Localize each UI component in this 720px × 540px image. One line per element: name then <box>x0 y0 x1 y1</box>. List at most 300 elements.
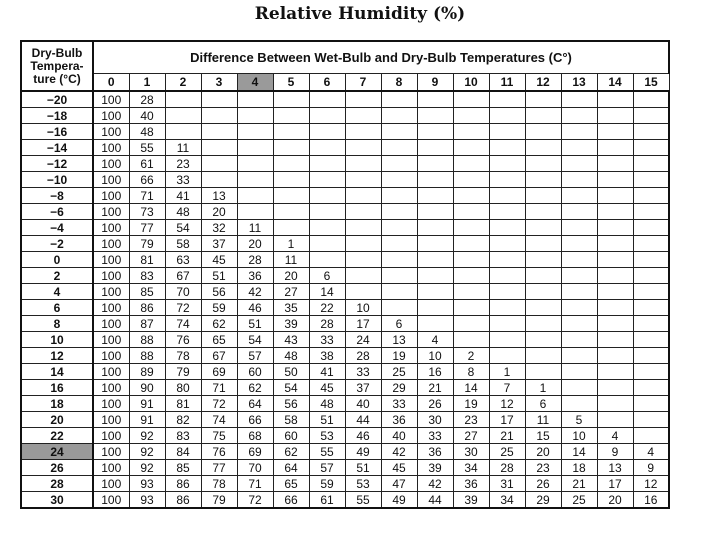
humidity-cell <box>597 156 633 172</box>
humidity-cell: 80 <box>165 380 201 396</box>
humidity-cell <box>597 172 633 188</box>
humidity-cell: 73 <box>129 204 165 220</box>
humidity-cell <box>417 140 453 156</box>
humidity-cell: 76 <box>201 444 237 460</box>
humidity-cell <box>309 172 345 188</box>
humidity-cell <box>381 124 417 140</box>
humidity-cell <box>201 172 237 188</box>
humidity-cell <box>489 220 525 236</box>
humidity-cell: 83 <box>129 268 165 284</box>
humidity-cell <box>561 236 597 252</box>
diff-header-7: 7 <box>345 74 381 92</box>
humidity-cell <box>597 316 633 332</box>
table-row <box>21 428 669 444</box>
humidity-cell <box>417 284 453 300</box>
humidity-cell <box>417 316 453 332</box>
humidity-cell: 93 <box>129 476 165 492</box>
dry-bulb-temp-cell: −8 <box>21 188 93 204</box>
humidity-cell: 56 <box>201 284 237 300</box>
humidity-cell <box>165 108 201 124</box>
humidity-cell <box>381 204 417 220</box>
humidity-cell <box>237 156 273 172</box>
humidity-cell <box>561 188 597 204</box>
humidity-cell: 11 <box>525 412 561 428</box>
humidity-cell <box>561 252 597 268</box>
humidity-cell: 12 <box>489 396 525 412</box>
humidity-cell: 42 <box>237 284 273 300</box>
humidity-cell <box>417 236 453 252</box>
dry-bulb-temp-cell: 0 <box>21 252 93 268</box>
dry-bulb-temp-cell: −4 <box>21 220 93 236</box>
dry-bulb-temp-cell: −10 <box>21 172 93 188</box>
humidity-cell: 31 <box>489 476 525 492</box>
humidity-cell: 85 <box>129 284 165 300</box>
humidity-cell: 69 <box>201 364 237 380</box>
humidity-cell: 9 <box>597 444 633 460</box>
humidity-cell: 70 <box>165 284 201 300</box>
humidity-cell: 91 <box>129 412 165 428</box>
humidity-cell: 76 <box>165 332 201 348</box>
humidity-cell: 19 <box>453 396 489 412</box>
humidity-cell: 92 <box>129 460 165 476</box>
humidity-cell <box>381 140 417 156</box>
humidity-cell <box>561 332 597 348</box>
humidity-cell: 70 <box>237 460 273 476</box>
table-row <box>21 284 669 300</box>
humidity-cell: 86 <box>165 476 201 492</box>
humidity-cell: 37 <box>201 236 237 252</box>
humidity-cell <box>273 140 309 156</box>
humidity-cell: 100 <box>93 172 129 188</box>
humidity-cell: 10 <box>345 300 381 316</box>
dry-bulb-temp-cell: 10 <box>21 332 93 348</box>
humidity-cell: 57 <box>237 348 273 364</box>
humidity-cell <box>309 108 345 124</box>
humidity-cell <box>345 156 381 172</box>
humidity-cell <box>201 91 237 108</box>
humidity-cell <box>561 108 597 124</box>
humidity-cell: 58 <box>273 412 309 428</box>
humidity-cell <box>525 204 561 220</box>
humidity-cell: 48 <box>165 204 201 220</box>
humidity-cell <box>489 172 525 188</box>
humidity-cell <box>309 156 345 172</box>
humidity-cell: 61 <box>129 156 165 172</box>
dry-bulb-temp-cell: −20 <box>21 91 93 108</box>
humidity-cell <box>633 268 669 284</box>
humidity-cell: 9 <box>633 460 669 476</box>
humidity-cell: 1 <box>525 380 561 396</box>
dry-bulb-temp-cell: −18 <box>21 108 93 124</box>
humidity-cell: 20 <box>597 492 633 509</box>
humidity-cell <box>489 300 525 316</box>
humidity-cell <box>633 316 669 332</box>
humidity-cell <box>309 252 345 268</box>
table-row <box>21 252 669 268</box>
dry-bulb-header-line-1: Dry-Bulb <box>31 45 83 60</box>
humidity-cell: 45 <box>201 252 237 268</box>
humidity-cell <box>525 316 561 332</box>
humidity-cell <box>597 284 633 300</box>
humidity-cell <box>489 332 525 348</box>
humidity-cell: 100 <box>93 444 129 460</box>
humidity-cell: 88 <box>129 332 165 348</box>
humidity-cell <box>561 380 597 396</box>
humidity-cell <box>417 188 453 204</box>
humidity-cell <box>381 108 417 124</box>
humidity-cell <box>453 204 489 220</box>
dry-bulb-temp-cell: 6 <box>21 300 93 316</box>
humidity-cell <box>633 172 669 188</box>
humidity-cell: 66 <box>237 412 273 428</box>
humidity-cell: 32 <box>201 220 237 236</box>
humidity-cell: 42 <box>381 444 417 460</box>
humidity-cell <box>561 91 597 108</box>
humidity-cell: 33 <box>309 332 345 348</box>
humidity-cell: 11 <box>273 252 309 268</box>
humidity-cell <box>525 284 561 300</box>
humidity-cell <box>597 380 633 396</box>
humidity-cell: 100 <box>93 284 129 300</box>
table-row <box>21 348 669 364</box>
humidity-cell: 42 <box>417 476 453 492</box>
humidity-cell: 23 <box>165 156 201 172</box>
diff-header-8: 8 <box>381 74 417 92</box>
humidity-cell: 37 <box>345 380 381 396</box>
humidity-cell: 14 <box>561 444 597 460</box>
humidity-cell <box>273 124 309 140</box>
humidity-cell: 21 <box>489 428 525 444</box>
humidity-cell: 49 <box>345 444 381 460</box>
humidity-cell: 20 <box>201 204 237 220</box>
dry-bulb-temp-cell: −12 <box>21 156 93 172</box>
humidity-cell <box>345 91 381 108</box>
humidity-cell: 63 <box>165 252 201 268</box>
humidity-cell: 90 <box>129 380 165 396</box>
humidity-cell: 46 <box>345 428 381 444</box>
table-row <box>21 444 669 460</box>
humidity-cell <box>345 172 381 188</box>
humidity-cell <box>417 252 453 268</box>
humidity-cell <box>525 268 561 284</box>
humidity-cell: 100 <box>93 348 129 364</box>
humidity-cell: 39 <box>453 492 489 509</box>
humidity-cell <box>453 316 489 332</box>
difference-values-row <box>21 74 669 92</box>
table-row <box>21 108 669 124</box>
humidity-cell: 79 <box>129 236 165 252</box>
humidity-cell: 87 <box>129 316 165 332</box>
humidity-cell <box>345 284 381 300</box>
diff-header-14: 14 <box>597 74 633 92</box>
humidity-cell: 21 <box>561 476 597 492</box>
humidity-cell: 53 <box>309 428 345 444</box>
humidity-cell: 51 <box>201 268 237 284</box>
humidity-cell: 20 <box>525 444 561 460</box>
table-row <box>21 91 669 108</box>
humidity-cell <box>453 91 489 108</box>
humidity-cell: 46 <box>237 300 273 316</box>
humidity-cell <box>597 396 633 412</box>
table-row <box>21 188 669 204</box>
diff-header-5: 5 <box>273 74 309 92</box>
humidity-cell: 69 <box>237 444 273 460</box>
difference-header: Difference Between Wet-Bulb and Dry-Bulb Temperatures (C°) <box>93 41 669 74</box>
dry-bulb-temp-cell: 14 <box>21 364 93 380</box>
humidity-cell <box>273 204 309 220</box>
humidity-cell: 30 <box>453 444 489 460</box>
humidity-cell <box>417 91 453 108</box>
humidity-cell: 78 <box>165 348 201 364</box>
humidity-cell <box>561 300 597 316</box>
humidity-cell <box>453 268 489 284</box>
humidity-cell <box>273 91 309 108</box>
humidity-cell: 100 <box>93 108 129 124</box>
humidity-cell: 59 <box>309 476 345 492</box>
humidity-cell <box>273 220 309 236</box>
humidity-cell: 28 <box>309 316 345 332</box>
humidity-cell <box>597 140 633 156</box>
humidity-cell <box>561 220 597 236</box>
humidity-cell <box>525 236 561 252</box>
humidity-cell: 21 <box>417 380 453 396</box>
humidity-cell <box>489 156 525 172</box>
humidity-cell <box>417 156 453 172</box>
humidity-cell: 28 <box>345 348 381 364</box>
humidity-cell <box>273 108 309 124</box>
humidity-cell: 19 <box>381 348 417 364</box>
humidity-cell <box>633 188 669 204</box>
humidity-cell: 100 <box>93 204 129 220</box>
diff-header-0: 0 <box>93 74 129 92</box>
table-row <box>21 268 669 284</box>
humidity-cell <box>345 268 381 284</box>
humidity-cell <box>453 188 489 204</box>
humidity-cell <box>309 140 345 156</box>
humidity-cell <box>561 204 597 220</box>
humidity-cell: 1 <box>273 236 309 252</box>
humidity-cell: 100 <box>93 396 129 412</box>
humidity-cell <box>417 268 453 284</box>
humidity-cell: 77 <box>129 220 165 236</box>
humidity-cell <box>381 172 417 188</box>
dry-bulb-temp-cell: −16 <box>21 124 93 140</box>
humidity-cell: 12 <box>633 476 669 492</box>
humidity-cell: 54 <box>273 380 309 396</box>
humidity-cell: 18 <box>561 460 597 476</box>
humidity-cell <box>489 348 525 364</box>
humidity-cell: 65 <box>201 332 237 348</box>
humidity-cell: 81 <box>165 396 201 412</box>
diff-header-10: 10 <box>453 74 489 92</box>
diff-header-6: 6 <box>309 74 345 92</box>
table-body <box>21 91 669 508</box>
humidity-cell <box>525 332 561 348</box>
diff-header-3: 3 <box>201 74 237 92</box>
diff-header-13: 13 <box>561 74 597 92</box>
diff-header-12: 12 <box>525 74 561 92</box>
humidity-cell <box>165 91 201 108</box>
humidity-cell <box>597 268 633 284</box>
humidity-cell: 33 <box>165 172 201 188</box>
table-row <box>21 124 669 140</box>
humidity-cell: 100 <box>93 316 129 332</box>
humidity-cell: 66 <box>129 172 165 188</box>
humidity-cell: 78 <box>201 476 237 492</box>
humidity-cell <box>633 220 669 236</box>
table-row <box>21 236 669 252</box>
humidity-cell: 100 <box>93 188 129 204</box>
humidity-cell: 57 <box>309 460 345 476</box>
humidity-cell <box>381 268 417 284</box>
humidity-cell <box>561 156 597 172</box>
humidity-cell: 40 <box>381 428 417 444</box>
humidity-cell <box>417 300 453 316</box>
humidity-cell <box>525 156 561 172</box>
dry-bulb-temp-cell: 8 <box>21 316 93 332</box>
humidity-cell <box>597 220 633 236</box>
table-row <box>21 396 669 412</box>
dry-bulb-temp-cell: −6 <box>21 204 93 220</box>
humidity-cell <box>633 396 669 412</box>
humidity-cell <box>561 140 597 156</box>
humidity-cell: 27 <box>453 428 489 444</box>
humidity-cell: 50 <box>273 364 309 380</box>
humidity-cell: 48 <box>273 348 309 364</box>
humidity-cell <box>597 204 633 220</box>
dry-bulb-temp-cell: 2 <box>21 268 93 284</box>
humidity-cell: 16 <box>633 492 669 509</box>
dry-bulb-temp-cell: 30 <box>21 492 93 509</box>
humidity-cell <box>237 108 273 124</box>
humidity-cell: 55 <box>129 140 165 156</box>
humidity-cell <box>597 348 633 364</box>
humidity-cell: 60 <box>237 364 273 380</box>
humidity-cell <box>309 220 345 236</box>
humidity-cell: 61 <box>309 492 345 509</box>
dry-bulb-temp-cell: 24 <box>21 444 93 460</box>
humidity-cell <box>633 156 669 172</box>
humidity-cell: 36 <box>417 444 453 460</box>
humidity-cell: 100 <box>93 428 129 444</box>
humidity-cell: 56 <box>273 396 309 412</box>
dry-bulb-header-line-2: Tempera- <box>30 58 84 73</box>
humidity-cell: 100 <box>93 460 129 476</box>
humidity-cell <box>525 140 561 156</box>
humidity-cell: 83 <box>165 428 201 444</box>
humidity-cell <box>633 124 669 140</box>
humidity-cell <box>561 284 597 300</box>
humidity-cell <box>417 108 453 124</box>
humidity-cell <box>633 332 669 348</box>
humidity-cell <box>525 188 561 204</box>
humidity-cell <box>273 156 309 172</box>
dry-bulb-temp-cell: 22 <box>21 428 93 444</box>
table-row <box>21 380 669 396</box>
humidity-cell: 86 <box>129 300 165 316</box>
humidity-cell <box>453 172 489 188</box>
humidity-cell <box>453 300 489 316</box>
humidity-cell <box>453 252 489 268</box>
table-row <box>21 220 669 236</box>
diff-header-1: 1 <box>129 74 165 92</box>
humidity-cell: 100 <box>93 300 129 316</box>
table-row <box>21 332 669 348</box>
humidity-cell <box>309 124 345 140</box>
humidity-cell: 74 <box>165 316 201 332</box>
humidity-cell: 24 <box>345 332 381 348</box>
humidity-cell: 58 <box>165 236 201 252</box>
table-row <box>21 300 669 316</box>
humidity-cell <box>381 300 417 316</box>
humidity-cell <box>525 108 561 124</box>
humidity-cell: 2 <box>453 348 489 364</box>
humidity-cell <box>633 204 669 220</box>
humidity-cell <box>309 236 345 252</box>
humidity-cell: 75 <box>201 428 237 444</box>
humidity-cell <box>525 172 561 188</box>
humidity-cell <box>453 284 489 300</box>
table-row <box>21 492 669 509</box>
humidity-cell <box>597 412 633 428</box>
humidity-cell: 51 <box>345 460 381 476</box>
humidity-cell <box>381 156 417 172</box>
humidity-cell <box>453 332 489 348</box>
humidity-cell: 54 <box>165 220 201 236</box>
humidity-cell <box>453 140 489 156</box>
humidity-cell: 68 <box>237 428 273 444</box>
humidity-cell: 100 <box>93 492 129 509</box>
humidity-cell: 72 <box>237 492 273 509</box>
humidity-cell: 6 <box>381 316 417 332</box>
humidity-cell: 84 <box>165 444 201 460</box>
humidity-cell <box>237 204 273 220</box>
humidity-cell: 74 <box>201 412 237 428</box>
humidity-cell <box>381 284 417 300</box>
humidity-cell: 34 <box>489 492 525 509</box>
humidity-cell: 100 <box>93 236 129 252</box>
humidity-cell: 66 <box>273 492 309 509</box>
humidity-cell <box>453 156 489 172</box>
humidity-cell: 48 <box>129 124 165 140</box>
humidity-cell: 71 <box>201 380 237 396</box>
humidity-cell <box>381 91 417 108</box>
humidity-cell: 39 <box>273 316 309 332</box>
humidity-cell: 51 <box>237 316 273 332</box>
dry-bulb-temp-cell: −14 <box>21 140 93 156</box>
humidity-cell <box>597 364 633 380</box>
humidity-cell <box>561 316 597 332</box>
humidity-cell: 91 <box>129 396 165 412</box>
humidity-cell <box>633 412 669 428</box>
humidity-cell <box>345 108 381 124</box>
humidity-cell: 28 <box>237 252 273 268</box>
humidity-cell <box>525 300 561 316</box>
humidity-cell <box>597 252 633 268</box>
humidity-cell: 30 <box>417 412 453 428</box>
humidity-cell: 22 <box>309 300 345 316</box>
humidity-cell <box>489 91 525 108</box>
humidity-cell: 60 <box>273 428 309 444</box>
diff-header-2: 2 <box>165 74 201 92</box>
humidity-cell: 28 <box>489 460 525 476</box>
humidity-cell: 36 <box>381 412 417 428</box>
humidity-cell: 14 <box>453 380 489 396</box>
humidity-cell <box>201 140 237 156</box>
humidity-cell <box>561 268 597 284</box>
humidity-cell: 79 <box>201 492 237 509</box>
humidity-cell <box>525 252 561 268</box>
